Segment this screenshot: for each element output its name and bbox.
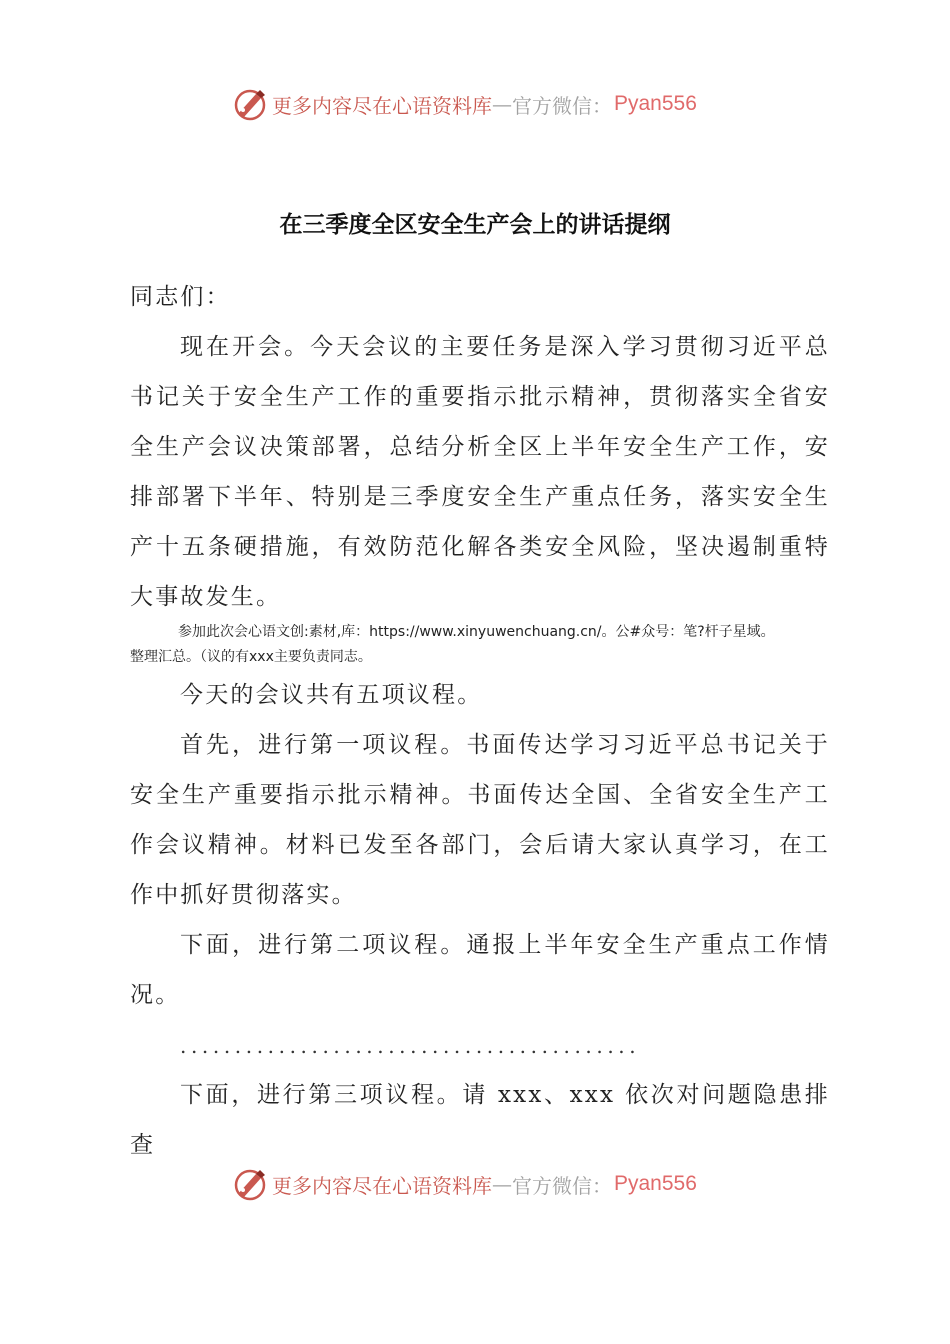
paragraph-item-1: 首先，进行第一项议程。书面传达学习习近平总书记关于安全生产重要指示批示精神。书面传达全国、全省安全生产工作会议精神。材料已发至各部门，会后请大家认真学习，在工作中抓好贯彻落实。 — [130, 732, 830, 908]
banner-label: 官方微信： — [512, 93, 612, 118]
footer-banner — [232, 1164, 697, 1204]
salutation: 同志们： — [130, 284, 231, 310]
page-title: 在三季度全区安全生产会上的讲话提纲 — [279, 212, 671, 238]
banner-wechat-id: Pyan556 — [614, 1172, 697, 1195]
banner-separator: — — [492, 1172, 512, 1196]
paragraph-item-3: 下面，进行第三项议程。请 xxx、xxx 依次对问题隐患排查 — [130, 1082, 830, 1158]
paragraph-item-2: 下面，进行第二项议程。通报上半年安全生产重点工作情况。 — [130, 932, 830, 1008]
paragraph-opening: 现在开会。今天会议的主要任务是深入学习贯彻习近平总书记关于安全生产工作的重要指示批示精神，贯彻落实全省安全生产会议决策部署，总结分析全区上半年安全生产工作，安排部署下半年、特别是三季度安全生产重点任务，落实安全生产十五条硬措施，有效防范化解各类安全风险，坚决遏制重特大事故发生。 — [130, 334, 830, 610]
note-line-2: 整理汇总。（议的有xxx主要负责同志。 — [130, 649, 372, 665]
pen-logo-icon — [232, 1166, 268, 1202]
header-banner — [232, 84, 697, 124]
ellipsis-divider: .......................................... — [180, 1034, 641, 1058]
banner-text: 更多内容尽在心语资料库 — [272, 93, 492, 118]
banner-text: 更多内容尽在心语资料库 — [272, 1173, 492, 1198]
paragraph-agenda: 今天的会议共有五项议程。 — [180, 682, 483, 708]
source-note — [130, 620, 850, 670]
banner-label: 官方微信： — [512, 1173, 612, 1198]
banner-separator: — — [492, 92, 512, 116]
banner-wechat-id: Pyan556 — [614, 92, 697, 115]
note-line-1: 参加此次会心语文创:素材,库：https://www.xinyuwenchuang.cn/。公#众号：笔?杆子星域。 — [178, 624, 775, 640]
pen-logo-icon — [232, 86, 268, 122]
